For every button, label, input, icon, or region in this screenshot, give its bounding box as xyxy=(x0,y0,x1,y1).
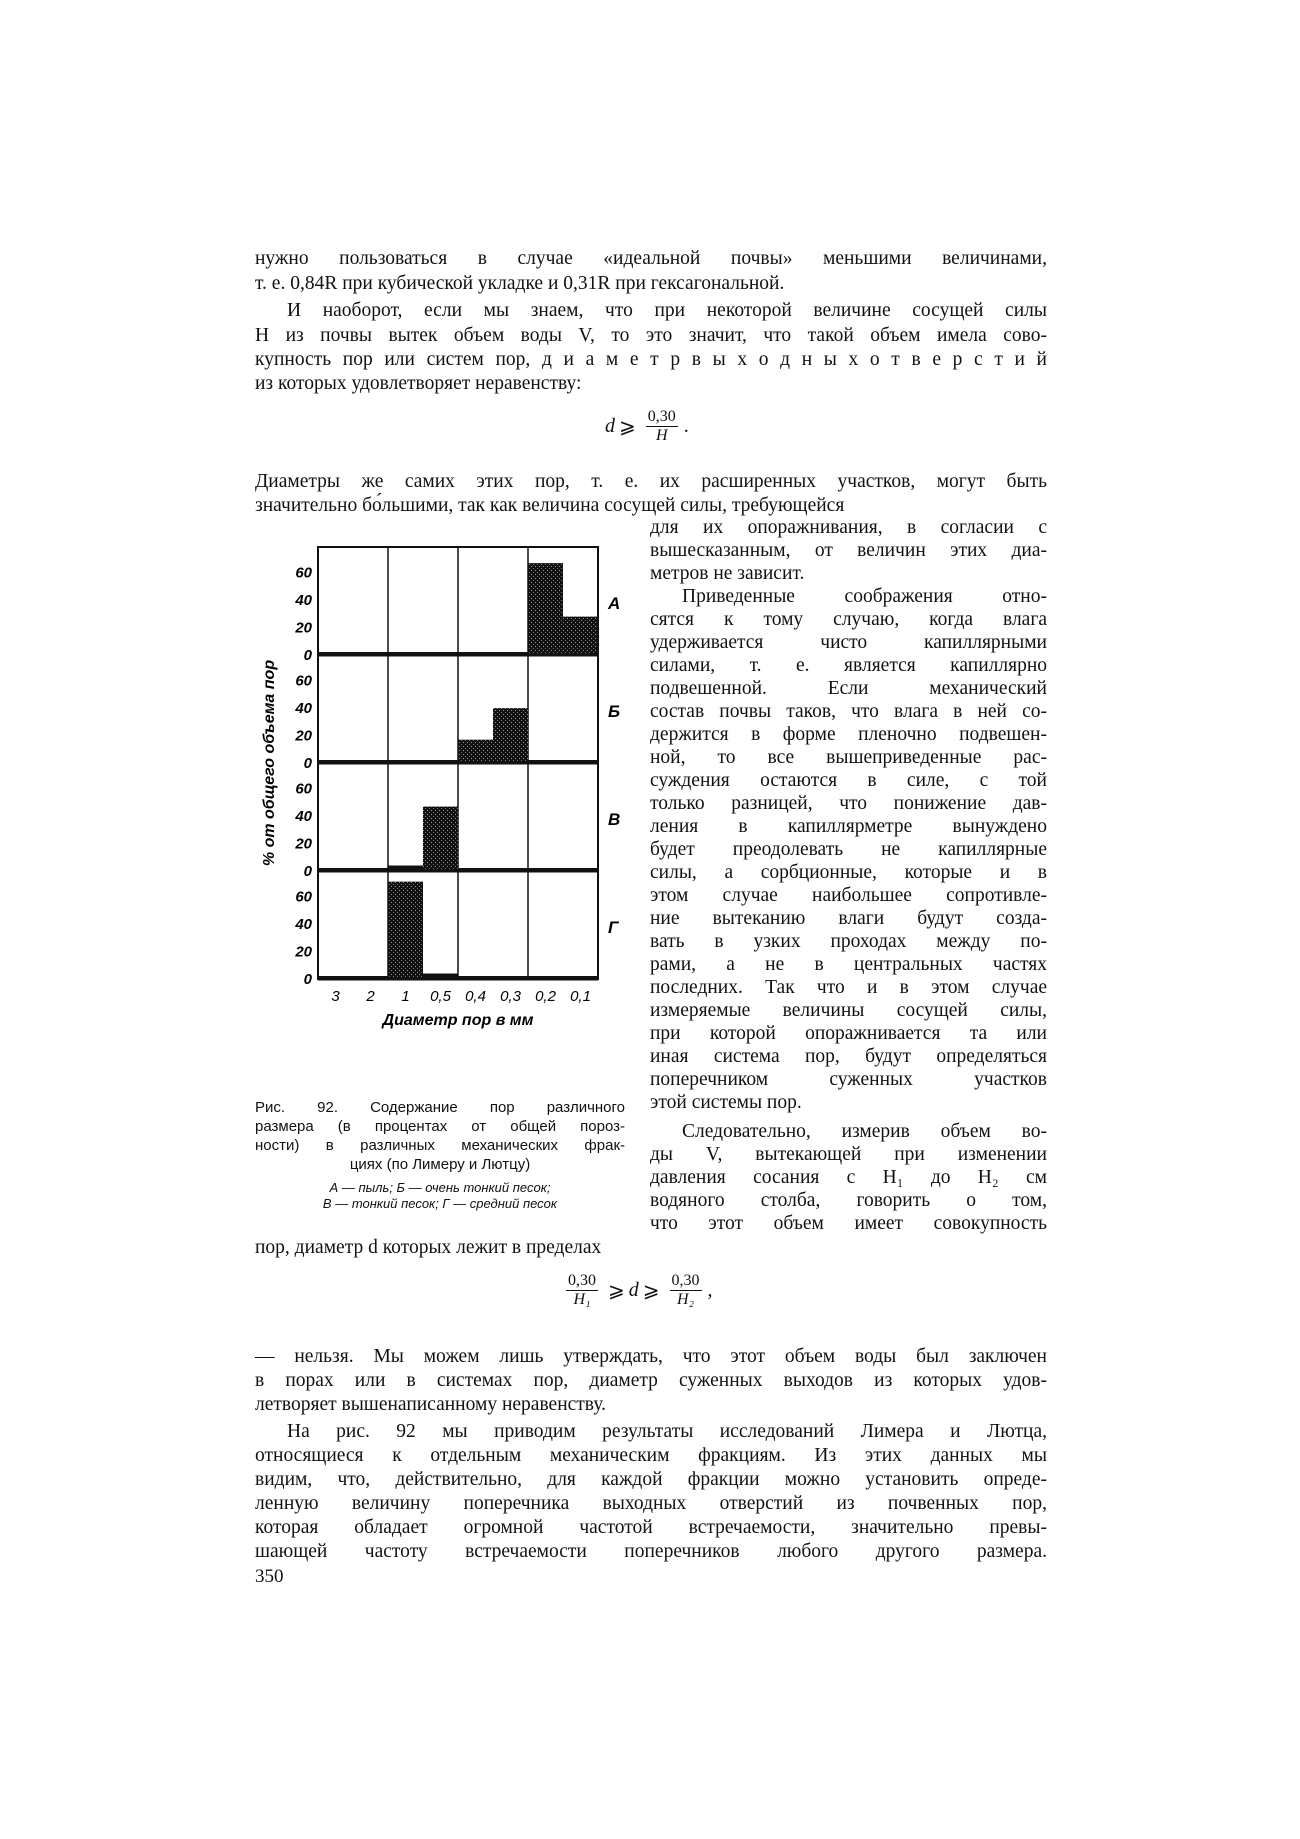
page-number: 350 xyxy=(255,1566,284,1587)
caption-line: размера (в процентах от общей пороз- xyxy=(255,1118,625,1135)
formula-lhs: d xyxy=(605,415,615,437)
formula-relation: ⩾ xyxy=(642,1280,660,1302)
x-tick-label: 1 xyxy=(401,988,410,1005)
text-line: ленную величину поперечника выходных отверстий из почвенных пор, xyxy=(255,1493,1047,1514)
text-line: нужно пользоваться в случае «идеальной почвы» меньшими величинами, xyxy=(255,248,1047,269)
figure-legend xyxy=(255,1180,625,1212)
text-line: пор, диаметр d которых лежит в пределах xyxy=(255,1237,602,1258)
formula-denominator: H₁ xyxy=(573,1291,591,1308)
column-text-line: сятся к тому случаю, когда влага xyxy=(650,609,1047,630)
column-text-line: будет преодолевать не капиллярные xyxy=(650,839,1047,860)
formula-inequality xyxy=(605,408,689,445)
formula-relation: ⩾ xyxy=(608,1280,625,1302)
y-tick-label: 40 xyxy=(295,592,312,610)
column-text-line: состав почвы таков, что влага в ней со- xyxy=(650,701,1047,722)
bar-А-0,2 xyxy=(528,563,563,655)
column-text-line: Следовательно, измерив объем во- xyxy=(682,1121,1047,1142)
text-line: из которых удовлетворяет неравенству: xyxy=(255,373,582,394)
text-line: летворяет вышенаписанному неравенству. xyxy=(255,1394,607,1415)
y-tick-label: 0 xyxy=(303,971,312,988)
column-text-line: что этот объем имеет совокупность xyxy=(650,1213,1047,1234)
x-tick-label: 0,3 xyxy=(500,988,521,1005)
column-text-line: измеряемые величины сосущей силы, xyxy=(650,1000,1047,1021)
x-tick-label: 2 xyxy=(366,988,375,1005)
text-line: значительно бо́льшими, так как величина сосущей силы, требующейся xyxy=(255,495,845,516)
y-tick-label: 20 xyxy=(295,619,312,637)
column-text-line: ды V, вытекающей при изменении xyxy=(650,1144,1047,1165)
column-text-line: вать в узких проходах между по- xyxy=(650,931,1047,952)
formula-fraction-left xyxy=(566,1272,598,1309)
column-text-line: суждения остаются в силе, с той xyxy=(650,770,1047,791)
column-text-line: удерживается чисто капиллярными xyxy=(650,632,1047,653)
y-tick-label: 60 xyxy=(295,780,312,798)
column-text-line: при которой опоражнивается та или xyxy=(650,1023,1047,1044)
x-tick-label: 3 xyxy=(331,988,340,1005)
x-axis-label: Диаметр пор в мм xyxy=(382,1012,534,1029)
x-tick-label: 0,2 xyxy=(535,988,556,1005)
column-text-line: для их опоражнивания, в согласии с xyxy=(650,517,1047,538)
column-text-line: поперечником суженных участков xyxy=(650,1069,1047,1090)
column-text-line: держится в форме пленочно подвешен- xyxy=(650,724,1047,745)
column-text-line: этом случае наибольшее сопротивле- xyxy=(650,885,1047,906)
panel-label-Б: Б xyxy=(608,702,621,721)
panel-label-Г: Г xyxy=(608,918,619,937)
figure-caption xyxy=(255,1098,625,1174)
legend-line: В — тонкий песок; Г — средний песок xyxy=(322,1196,558,1211)
legend-line: А — пыль; Б — очень тонкий песок; xyxy=(329,1180,551,1195)
column-text-line: метров не зависит. xyxy=(650,563,805,584)
formula-fraction xyxy=(646,408,678,445)
bar-А-0,1 xyxy=(563,617,598,655)
text-line: И наоборот, если мы знаем, что при некоторой величине сосущей силы xyxy=(287,300,1047,321)
text-line: в порах или в системах пор, диаметр суженных выходов из которых удов- xyxy=(255,1370,1047,1391)
y-tick-label: 20 xyxy=(295,835,312,853)
pore-size-chart xyxy=(260,535,640,1065)
y-tick-label: 60 xyxy=(295,888,312,906)
column-text-line: силами, т. е. является капиллярно xyxy=(650,655,1047,676)
column-text-line: последних. Так что и в этом случае xyxy=(650,977,1047,998)
text-line: купность пор или систем пор, д и а м е т р в ы х о д н ы х о т в е р с т и й xyxy=(255,349,1047,370)
bar-В-0,5 xyxy=(423,807,458,871)
column-text-line: ления в капиллярметре вынуждено xyxy=(650,816,1047,837)
y-tick-label: 0 xyxy=(303,647,312,664)
formula-double-inequality xyxy=(560,1272,713,1309)
caption-line: ности) в различных механических фрак- xyxy=(255,1137,625,1154)
x-tick-label: 0,1 xyxy=(570,988,591,1005)
y-tick-label: 40 xyxy=(295,808,312,826)
y-axis-label: % от общего объема пор xyxy=(261,659,278,867)
panel-label-В: В xyxy=(608,810,621,829)
text-line: т. е. 0,84R при кубической укладке и 0,31R при гексагональной. xyxy=(255,273,785,294)
panel-label-А: А xyxy=(608,594,621,613)
text-line: — нельзя. Мы можем лишь утверждать, что этот объем воды был заключен xyxy=(255,1346,1047,1367)
column-text-line: этой системы пор. xyxy=(650,1092,802,1113)
y-tick-label: 40 xyxy=(295,916,312,934)
y-tick-label: 20 xyxy=(295,727,312,745)
text-line: На рис. 92 мы приводим результаты исследований Лимера и Лютца, xyxy=(287,1421,1047,1442)
formula-fraction-right xyxy=(670,1272,702,1309)
text-line: которая обладает огромной частотой встречаемости, значительно превы- xyxy=(255,1517,1047,1538)
y-tick-label: 40 xyxy=(295,700,312,718)
formula-variable: d xyxy=(628,1279,639,1301)
text-line: видим, что, действительно, для каждой фракции можно установить опреде- xyxy=(255,1469,1047,1490)
column-text-line: ние вытеканию влаги будут созда- xyxy=(650,908,1047,929)
x-tick-label: 0,4 xyxy=(465,988,486,1005)
column-text-line: только разницей, что понижение дав- xyxy=(650,793,1047,814)
column-text-line: подвешенной. Если механический xyxy=(650,678,1047,699)
y-tick-label: 20 xyxy=(295,943,312,961)
text-line: относящиеся к отдельным механическим фракциям. Из этих данных мы xyxy=(255,1445,1047,1466)
x-tick-label: 0,5 xyxy=(430,988,451,1005)
formula-denominator: H₂ xyxy=(676,1291,695,1308)
formula-numerator: 0,30 xyxy=(568,1272,596,1289)
y-tick-label: 0 xyxy=(303,755,312,772)
bar-Б-0,4 xyxy=(458,740,493,763)
bar-Г-1 xyxy=(388,882,423,979)
formula-tail: , xyxy=(707,1279,713,1301)
caption-line: Рис. 92. Содержание пор различного xyxy=(255,1099,625,1116)
column-text-line: вышесказанным, от величин этих диа- xyxy=(650,540,1047,561)
caption-line: циях (по Лимеру и Лютцу) xyxy=(349,1156,531,1173)
formula-tail: . xyxy=(683,415,689,437)
column-text-line: ной, то все вышеприведенные рас- xyxy=(650,747,1047,768)
formula-numerator: 0,30 xyxy=(647,408,676,425)
formula-relation: ⩾ xyxy=(619,416,636,438)
formula-denominator: H xyxy=(655,427,668,444)
column-text-line: иная система пор, будут определяться xyxy=(650,1046,1047,1067)
column-text-line: водяного столба, говорить о том, xyxy=(650,1190,1047,1211)
column-text-line: давления сосания с H₁ до H₂ см xyxy=(650,1167,1047,1188)
text-line: H из почвы вытек объем воды V, то это значит, что такой объем имела сово- xyxy=(255,325,1047,346)
bar-Б-0,3 xyxy=(493,708,528,763)
y-tick-label: 60 xyxy=(295,672,312,690)
formula-numerator: 0,30 xyxy=(671,1272,700,1289)
y-tick-label: 0 xyxy=(303,863,312,880)
column-text-line: Приведенные соображения отно- xyxy=(682,586,1047,607)
y-tick-label: 60 xyxy=(295,564,312,582)
text-line: Диаметры же самих этих пор, т. е. их расширенных участков, могут быть xyxy=(255,471,1047,492)
text-line: шающей частоту встречаемости поперечников любого другого размера. xyxy=(255,1541,1047,1562)
column-text-line: силы, а сорбционные, которые и в xyxy=(650,862,1047,883)
column-text-line: рами, а не в центральных частях xyxy=(650,954,1047,975)
